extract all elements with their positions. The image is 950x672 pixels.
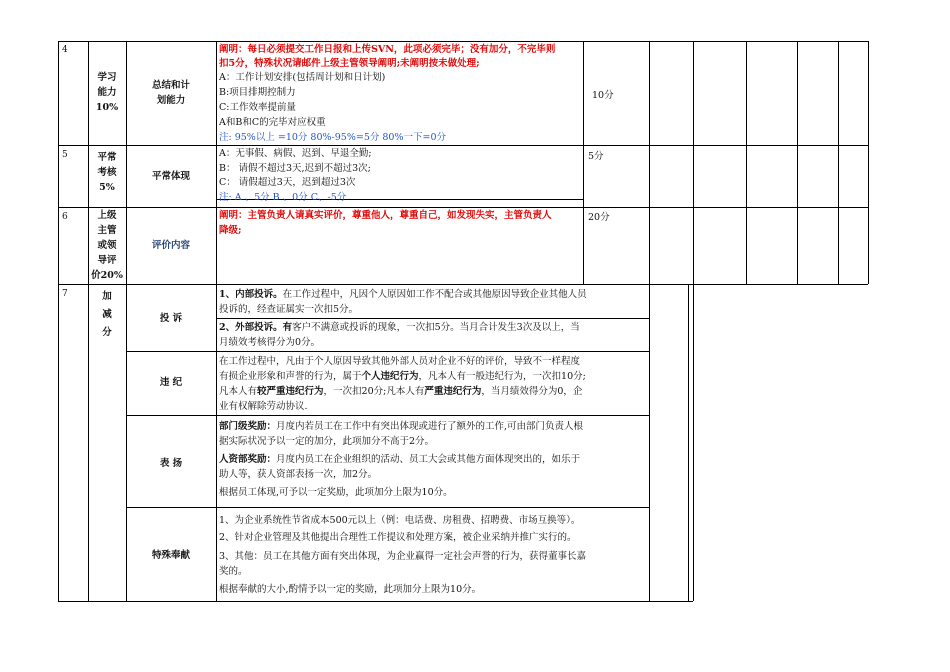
special-line: 2、针对企业管理及其他提出合理性工作提议和处理方案，被企业采纳并推广实行的。 xyxy=(219,532,577,543)
col-border xyxy=(746,41,747,284)
criteria-line: C:工作效率提前量 xyxy=(219,102,296,113)
col-border xyxy=(649,41,650,601)
category-label: 上级 主管 或领 导评 价20% xyxy=(91,210,123,281)
row-border xyxy=(58,601,693,602)
violation-label: 违 纪 xyxy=(159,377,183,388)
row-border xyxy=(216,318,649,319)
note-text: 阐明：主管负责人请真实评价，尊重他人，尊重自己，如发现失实，主管负责人 xyxy=(219,210,552,221)
criteria-line: B： 请假不超过3天,迟到不超过3次; xyxy=(219,163,371,174)
violation-line: 业有权解除劳动协议. xyxy=(219,401,308,412)
col-border xyxy=(797,41,798,284)
row-border xyxy=(126,507,649,508)
category-label: 加 减 分 xyxy=(102,291,112,338)
violation-line: 凡本人有较严重违纪行为，一次扣20分;凡本人有严重违纪行为，当月绩效得分为0，企 xyxy=(219,386,583,397)
criteria-line: B:项目排期控制力 xyxy=(219,87,296,98)
note-text: 阐明：每日必须提交工作日报和上传SVN，此项必须完毕；没有加分，不完毕则 xyxy=(219,44,556,55)
special-line: 3、其他：员工在其他方面有突出体现，为企业赢得一定社会声誉的行为，获得董事长嘉 xyxy=(219,551,587,562)
row-border xyxy=(58,284,868,285)
criteria-line: A：工作计划安排(包括周计划和日计划) xyxy=(219,72,386,83)
row-number: 6 xyxy=(62,212,68,222)
criteria-line: A和B和C的完毕对应权重 xyxy=(219,117,326,128)
scoring-rule: 注: A 、5分 B 、0分 C、-5分 xyxy=(219,192,347,203)
violation-line: 有损企业形象和声誉的行为，属于个人违纪行为，凡本人有一般违纪行为，一次扣10分; xyxy=(219,371,586,382)
score-value: 5分 xyxy=(588,151,604,162)
special-line: 1、为企业系统性节省成本500元以上（例：电话费、房租费、招聘费、市场互换等）。 xyxy=(219,515,581,526)
violation-line: 在工作过程中，凡由于个人原因导致其他外部人员对企业不好的评价，导致不一样程度 xyxy=(219,356,581,367)
col-border xyxy=(58,41,59,601)
praise-hr-cont: 助人等，获人资部表扬一次，加2分。 xyxy=(219,469,378,480)
item-label: 平常体现 xyxy=(151,171,190,182)
praise-label: 表 扬 xyxy=(159,458,183,469)
praise-hr: 人资部奖励：月度内员工在企业组织的活动、员工大会或其他方面体现突出的，如乐于 xyxy=(219,454,581,465)
praise-cap: 根据员工体现,可予以一定奖励，此项加分上限为10分。 xyxy=(219,487,453,498)
criteria-line: C： 请假超过3天，迟到超过3次 xyxy=(219,177,356,188)
row-border xyxy=(126,351,649,352)
col-border xyxy=(216,41,217,601)
item-label: 总结和计 划能力 xyxy=(151,80,190,106)
criteria-line: A：无事假、病假、迟到、早退全勤; xyxy=(219,148,372,159)
row-number: 7 xyxy=(62,289,68,299)
item-label: 评价内容 xyxy=(151,240,190,251)
special-line: 奖的。 xyxy=(219,566,248,577)
score-value: 10分 xyxy=(592,90,614,101)
col-border xyxy=(693,41,694,601)
row-number: 5 xyxy=(62,150,68,160)
category-label: 平常 考核 5% xyxy=(97,152,117,193)
row-border xyxy=(126,415,649,416)
scoring-rule: 注: 95%以上 =10分 80%-95%=5分 80%一下=0分 xyxy=(219,132,447,143)
col-border xyxy=(688,284,689,601)
complaint-inner: 1、内部投诉。在工作过程中，凡因个人原因如工作不配合或其他原因导致企业其他人员 xyxy=(219,289,587,300)
category-label: 学习 能力 10% xyxy=(95,72,119,113)
col-border xyxy=(868,41,869,284)
praise-dept-cont: 据实际状况予以一定的加分，此项加分不高于2分。 xyxy=(219,436,435,447)
col-border xyxy=(838,41,839,284)
special-label: 特殊奉献 xyxy=(151,550,190,561)
complaint-outer-cont: 月绩效考核得分为0分。 xyxy=(219,337,321,348)
score-value: 20分 xyxy=(588,212,610,223)
complaint-label: 投 诉 xyxy=(159,313,183,324)
note-text: 降级; xyxy=(219,225,242,236)
complaint-inner-cont: 投诉的，经查证属实一次扣5分。 xyxy=(219,304,359,315)
special-cap: 根据奉献的大小,酌情予以一定的奖励，此项加分上限为10分。 xyxy=(219,584,482,595)
note-text: 扣5分，特殊状况请邮件上级主管领导阐明;未阐明按未做处理; xyxy=(219,58,480,69)
complaint-outer: 2、外部投诉。有客户不满意或投诉的现象，一次扣5分。当月合计发生3次及以上，当 xyxy=(219,322,580,333)
col-border xyxy=(583,41,584,284)
row-number: 4 xyxy=(62,45,68,55)
praise-dept: 部门级奖励：月度内若员工在工作中有突出体现或进行了额外的工作,可由部门负责人根 xyxy=(219,421,584,432)
